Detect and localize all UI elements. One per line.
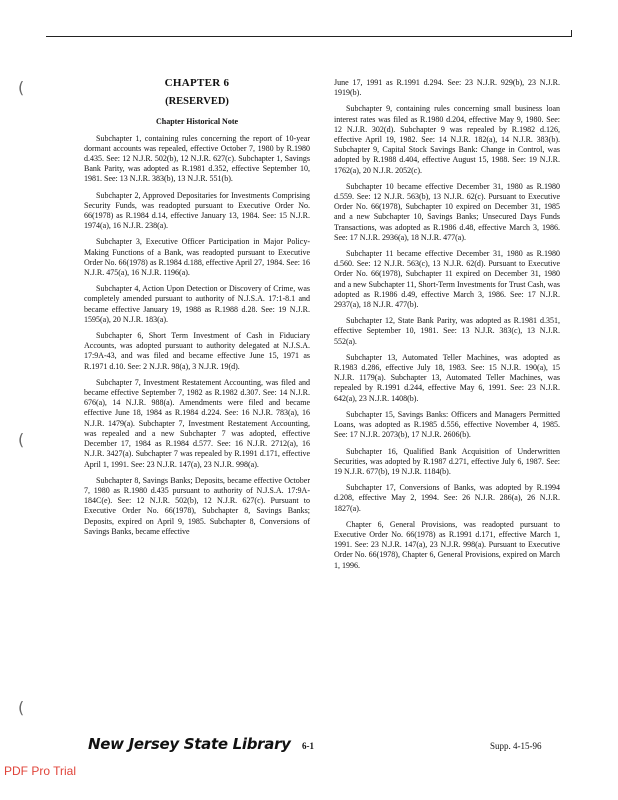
margin-bracket-mark: (: [18, 78, 25, 97]
note-paragraph: Subchapter 17, Conversions of Banks, was adopted by R.1994 d.208, effective May 2, 1994. See: 26 N.J.R. 286(a), 26 N.J.R. 1827(a).: [334, 483, 560, 513]
margin-bracket-mark: (: [18, 698, 25, 717]
top-rule: [46, 36, 572, 37]
top-rule-tick: [571, 30, 572, 36]
supplement-date: Supp. 4-15-96: [490, 741, 542, 751]
note-paragraph: Subchapter 11 became effective December 31, 1980 as R.1980 d.560. See: 12 N.J.R. 563(c), 13 N.J.R. 62(d). Pursuant to Executive Order No. 66(1978), Subchapter 11 expired on December 31, 1980 and a new Subchapter 11, Short-Term Investments for Trust Cash, was adopted as R.1986 d.49, effective March 3, 1986. See: 17 N.J.R. 2937(a), 18 N.J.R. 477(b).: [334, 249, 560, 310]
chapter-title: CHAPTER 6: [164, 77, 230, 89]
note-paragraph: Subchapter 13, Automated Teller Machines, was adopted as R.1983 d.286, effective July 18, 1983. See: 15 N.J.R. 190(a), 15 N.J.R. 1179(a). Subchapter 13, Automated Teller Machines, was repealed by R.1991 d.244, effective May 6, 1991. See: 23 N.J.R. 642(a), 23 N.J.R. 1408(b).: [334, 352, 560, 403]
note-paragraph: Subchapter 2, Approved Depositaries for Investments Comprising Security Funds, was readopted pursuant to Executive Order No. 66(1978) as R.1984 d.14, effective January 13, 1984. See: 15 N.J.R. 1974(a), 16 N.J.R. 238(a).: [84, 190, 310, 231]
note-paragraph: Subchapter 3, Executive Officer Participation in Major Policy-Making Functions of a Bank, was readopted pursuant to Executive Order No. 66(1978) as R.1984 d.188, effective April 27, 1984. See: 16 N.J.R. 475(a), 16 N.J.R. 1196(a).: [84, 237, 310, 278]
note-paragraph: Subchapter 6, Short Term Investment of Cash in Fiduciary Accounts, was adopted pursuant to authority delegated at N.J.S.A. 17:9A-43, and was filed and became effective June 15, 1971 as R.1971 d.10. See: 2 N.J.R. 98(a), 3 N.J.R. 19(d).: [84, 331, 310, 371]
left-column: [84, 78, 310, 543]
note-paragraph: Subchapter 1, containing rules concerning the report of 10-year dormant accounts was repealed, effective October 7, 1980 by R.1980 d.435. See: 12 N.J.R. 502(b), 12 N.J.R. 627(c). Subchapter 1, Savings Bank Parity, was adopted as R.1981 d.352, effective September 10, 1981. See: 13 N.J.R. 383(b), 13 N.J.R. 551(b).: [84, 133, 310, 184]
note-paragraph: Subchapter 10 became effective December 31, 1980 as R.1980 d.559. See: 12 N.J.R. 563(b), 13 N.J.R. 62(c). Pursuant to Executive Order No. 66(1978), Subchapter 10 expired on December 31, 1985 and a new Subchapter 10, Savings Banks; Unsecured Days Funds Transactions, was adopted as R.1986 d.48, effective March 3, 1986. See: 17 N.J.R. 2936(a), 18 N.J.R. 477(a).: [334, 181, 560, 242]
note-paragraph: Subchapter 7, Investment Restatement Accounting, was filed and became effective September 7, 1982 as R.1982 d.307. See: 14 N.J.R. 676(a), 14 N.J.R. 988(a). Amendments were filed and became effective June 18, 1984 as R.1984 d.224. See: 16 N.J.R. 783(a), 16 N.J.R. 1479(a). Subchapter 7, Investment Restatement Accounting, was repealed and a new Subchapter 7 was adopted, effective December 17, 1984 as R.1984 d.577. See: 16 N.J.R. 2712(a), 16 N.J.R. 3427(a). Subchapter 7 was repealed by R.1991 d.171, effective April 1, 1991. See: 23 N.J.R. 147(a), 23 N.J.R. 998(a).: [84, 377, 310, 469]
reserved-label: (RESERVED): [165, 96, 229, 108]
page-number: 6-1: [302, 741, 314, 751]
note-paragraph: Subchapter 15, Savings Banks: Officers and Managers Permitted Loans, was adopted as R.1985 d.556, effective November 4, 1985. See: 17 N.J.R. 2073(b), 17 N.J.R. 2606(b).: [334, 409, 560, 440]
note-paragraph: Chapter 6, General Provisions, was readopted pursuant to Executive Order No. 66(1978) as R.1991 d.171, effective March 1, 1991. See: 23 N.J.R. 147(a), 23 N.J.R. 998(a). Pursuant to Executive Order No. 66(1978), Chapter 6, General Provisions, expired on March 1, 1996.: [334, 519, 560, 570]
right-column: [334, 78, 560, 577]
note-paragraph: Subchapter 8, Savings Banks; Deposits, became effective October 7, 1980 as R.1980 d.435 pursuant to authority of N.J.S.A. 17:9A-184C(e). See: 12 N.J.R. 502(b), 12 N.J.R. 627(c). Pursuant to Executive Order No. 66(1978), Subchapter 8, Savings Banks; Deposits, expired on April 9, 1985. Subchapter 8, Conversions of Savings Banks, became effective: [84, 475, 310, 536]
note-paragraph: June 17, 1991 as R.1991 d.294. See: 23 N.J.R. 929(b), 23 N.J.R. 1919(b).: [334, 78, 560, 98]
margin-bracket-mark: (: [18, 430, 25, 449]
historical-note-heading: Chapter Historical Note: [155, 117, 239, 127]
trial-watermark: PDF Pro Trial: [4, 764, 77, 778]
note-paragraph: Subchapter 9, containing rules concerning small business loan interest rates was filed as R.1980 d.204, effective May 9, 1980. See: 12 N.J.R. 302(d). Subchapter 9 was repealed by R.1982 d.126, effective April 19, 1982. See: 14 N.J.R. 182(a), 14 N.J.R. 383(b). Subchapter 9, Capital Stock Savings Bank: Change in Control, was adopted by R.1988 d.404, effective August 15, 1988. See: 19 N.J.R. 1762(a), 20 N.J.R. 2052(c).: [334, 104, 560, 175]
note-paragraph: Subchapter 4, Action Upon Detection or Discovery of Crime, was completely amended pursuant to authority of N.J.S.A. 17:1-8.1 and became effective January 19, 1988 as R.1988 d.28. See: 19 N.J.R. 1595(a), 20 N.J.R. 183(a).: [84, 284, 310, 324]
note-paragraph: Subchapter 16, Qualified Bank Acquisition of Underwritten Securities, was adopted by R.1987 d.271, effective July 6, 1987. See: 19 N.J.R. 677(b), 19 N.J.R. 1184(b).: [334, 446, 560, 476]
note-paragraph: Subchapter 12, State Bank Parity, was adopted as R.1981 d.351, effective September 10, 1981. See: 13 N.J.R. 383(c), 13 N.J.R. 552(a).: [334, 316, 560, 346]
library-stamp: New Jersey State Library: [88, 735, 291, 753]
